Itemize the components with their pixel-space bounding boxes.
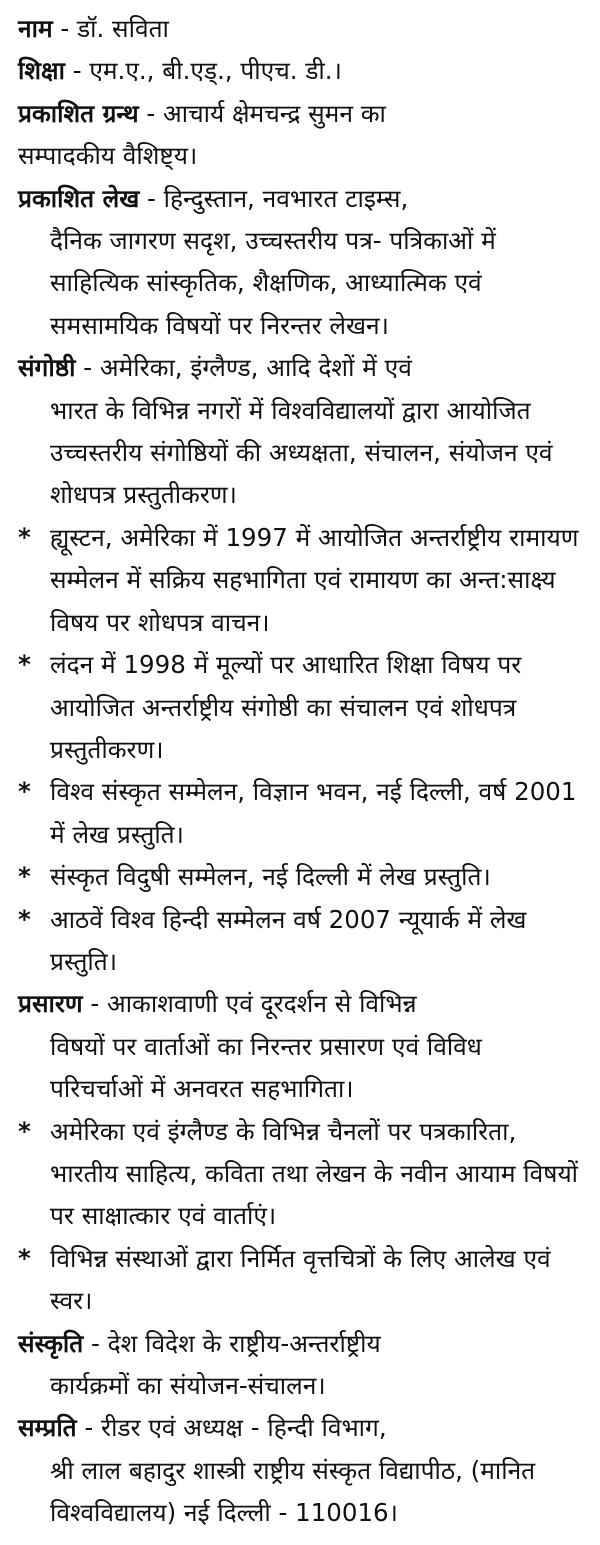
- asterisk-icon: *: [18, 904, 31, 934]
- list-item: [18, 644, 580, 771]
- list-item: [18, 899, 580, 984]
- list-item: [18, 771, 580, 856]
- value-published-articles: - हिन्दुस्तान, नवभारत टाइम्स,: [139, 183, 409, 213]
- entry-education: [18, 50, 580, 92]
- label-published-book: प्रकाशित ग्रन्थ: [18, 98, 139, 128]
- bullet-text: संस्कृत विदुषी सम्मेलन, नई दिल्ली में लेख प्रस्तुति।: [50, 862, 491, 892]
- bullet-text: अमेरिका एवं इंग्लैण्ड के विभिन्न चैनलों पर पत्रकारिता, भारतीय साहित्य, कविता तथा लेखन के नवीन आयाम विषयों पर साक्षात्कार एवं वार्ताएं।: [50, 1116, 578, 1231]
- entry-name: [18, 8, 580, 50]
- asterisk-icon: *: [18, 777, 31, 807]
- label-culture: संस्कृति: [18, 1328, 84, 1358]
- asterisk-icon: *: [18, 1243, 31, 1273]
- value-broadcast-cont: विषयों पर वार्ताओं का निरन्तर प्रसारण एवं विविध परिचर्चाओं में अनवरत सहभागिता।: [50, 1031, 482, 1104]
- value-current-position-cont: श्री लाल बहादुर शास्त्री राष्ट्रीय संस्कृत विद्यापीठ, (मानित विश्वविद्यालय) नई दिल्ली - 110016।: [50, 1455, 536, 1528]
- list-item: [18, 517, 580, 644]
- label-broadcast: प्रसारण: [18, 989, 83, 1019]
- value-culture: - देश विदेश के राष्ट्रीय-अन्तर्राष्ट्रीय: [83, 1328, 381, 1358]
- bullet-text: विभिन्न संस्थाओं द्वारा निर्मित वृत्तचित्रों के लिए आलेख एवं स्वर।: [50, 1243, 551, 1316]
- entry-current-position: [18, 1407, 580, 1534]
- asterisk-icon: *: [18, 650, 31, 680]
- value-published-book: - आचार्य क्षेमचन्द्र सुमन का: [138, 98, 386, 128]
- list-item: [18, 1238, 580, 1323]
- list-item: [18, 1111, 580, 1238]
- list-item: [18, 856, 580, 898]
- label-current-position: सम्प्रति: [18, 1413, 77, 1443]
- label-name: नाम: [18, 14, 53, 43]
- value-culture-cont: कार्यक्रमों का संयोजन-संचालन।: [50, 1371, 326, 1400]
- value-education: - एम.ए., बी.एड्., पीएच. डी.।: [64, 56, 342, 86]
- bullet-text: ह्यूस्टन, अमेरिका में 1997 में आयोजित अन्तर्राष्ट्रीय रामायण सम्मेलन में सक्रिय सहभागिता एवं रामायण का अन्त:साक्ष्य विषय पर शोधपत्र वाचन।: [50, 522, 579, 637]
- value-seminars-cont: भारत के विभिन्न नगरों में विश्वविद्यालयों द्वारा आयोजित उच्चस्तरीय संगोष्ठियों की अध्यक्षता, संचालन, संयोजन एवं शोधपत्र प्रस्तुतीकरण।: [50, 395, 553, 510]
- entry-published-book: [18, 93, 580, 178]
- bullet-text: लंदन में 1998 में मूल्यों पर आधारित शिक्षा विषय पर आयोजित अन्तर्राष्ट्रीय संगोष्ठी का संचालन एवं शोधपत्र प्रस्तुतीकरण।: [50, 650, 522, 764]
- bullet-text: आठवें विश्व हिन्दी सम्मेलन वर्ष 2007 न्यूयार्क में लेख प्रस्तुति।: [50, 904, 527, 976]
- asterisk-icon: *: [18, 522, 31, 552]
- asterisk-icon: *: [18, 862, 31, 892]
- label-education: शिक्षा: [18, 56, 65, 86]
- entry-broadcast: [18, 983, 580, 1110]
- entry-seminars: [18, 347, 580, 517]
- value-seminars: - अमेरिका, इंग्लैण्ड, आदि देशों में एवं: [75, 353, 412, 383]
- entry-published-articles: [18, 178, 580, 348]
- entry-culture: [18, 1323, 580, 1408]
- asterisk-icon: *: [18, 1116, 31, 1146]
- value-current-position: - रीडर एवं अध्यक्ष - हिन्दी विभाग,: [76, 1413, 387, 1443]
- value-published-articles-cont: दैनिक जागरण सदृश, उच्चस्तरीय पत्र- पत्रिकाओं में साहित्यिक सांस्कृतिक, शैक्षणिक, आध्यात्मिक एवं समसामयिक विषयों पर निरन्तर लेखन।: [50, 226, 496, 340]
- label-published-articles: प्रकाशित लेख: [18, 183, 140, 213]
- label-seminars: संगोष्ठी: [18, 353, 76, 383]
- value-broadcast: - आकाशवाणी एवं दूरदर्शन से विभिन्न: [82, 989, 417, 1019]
- value-name: - डॉ. सविता: [52, 14, 169, 43]
- bullet-text: विश्व संस्कृत सम्मेलन, विज्ञान भवन, नई दिल्ली, वर्ष 2001 में लेख प्रस्तुति।: [50, 777, 577, 849]
- value-published-book-cont: सम्पादकीय वैशिष्ट्य।: [18, 141, 198, 171]
